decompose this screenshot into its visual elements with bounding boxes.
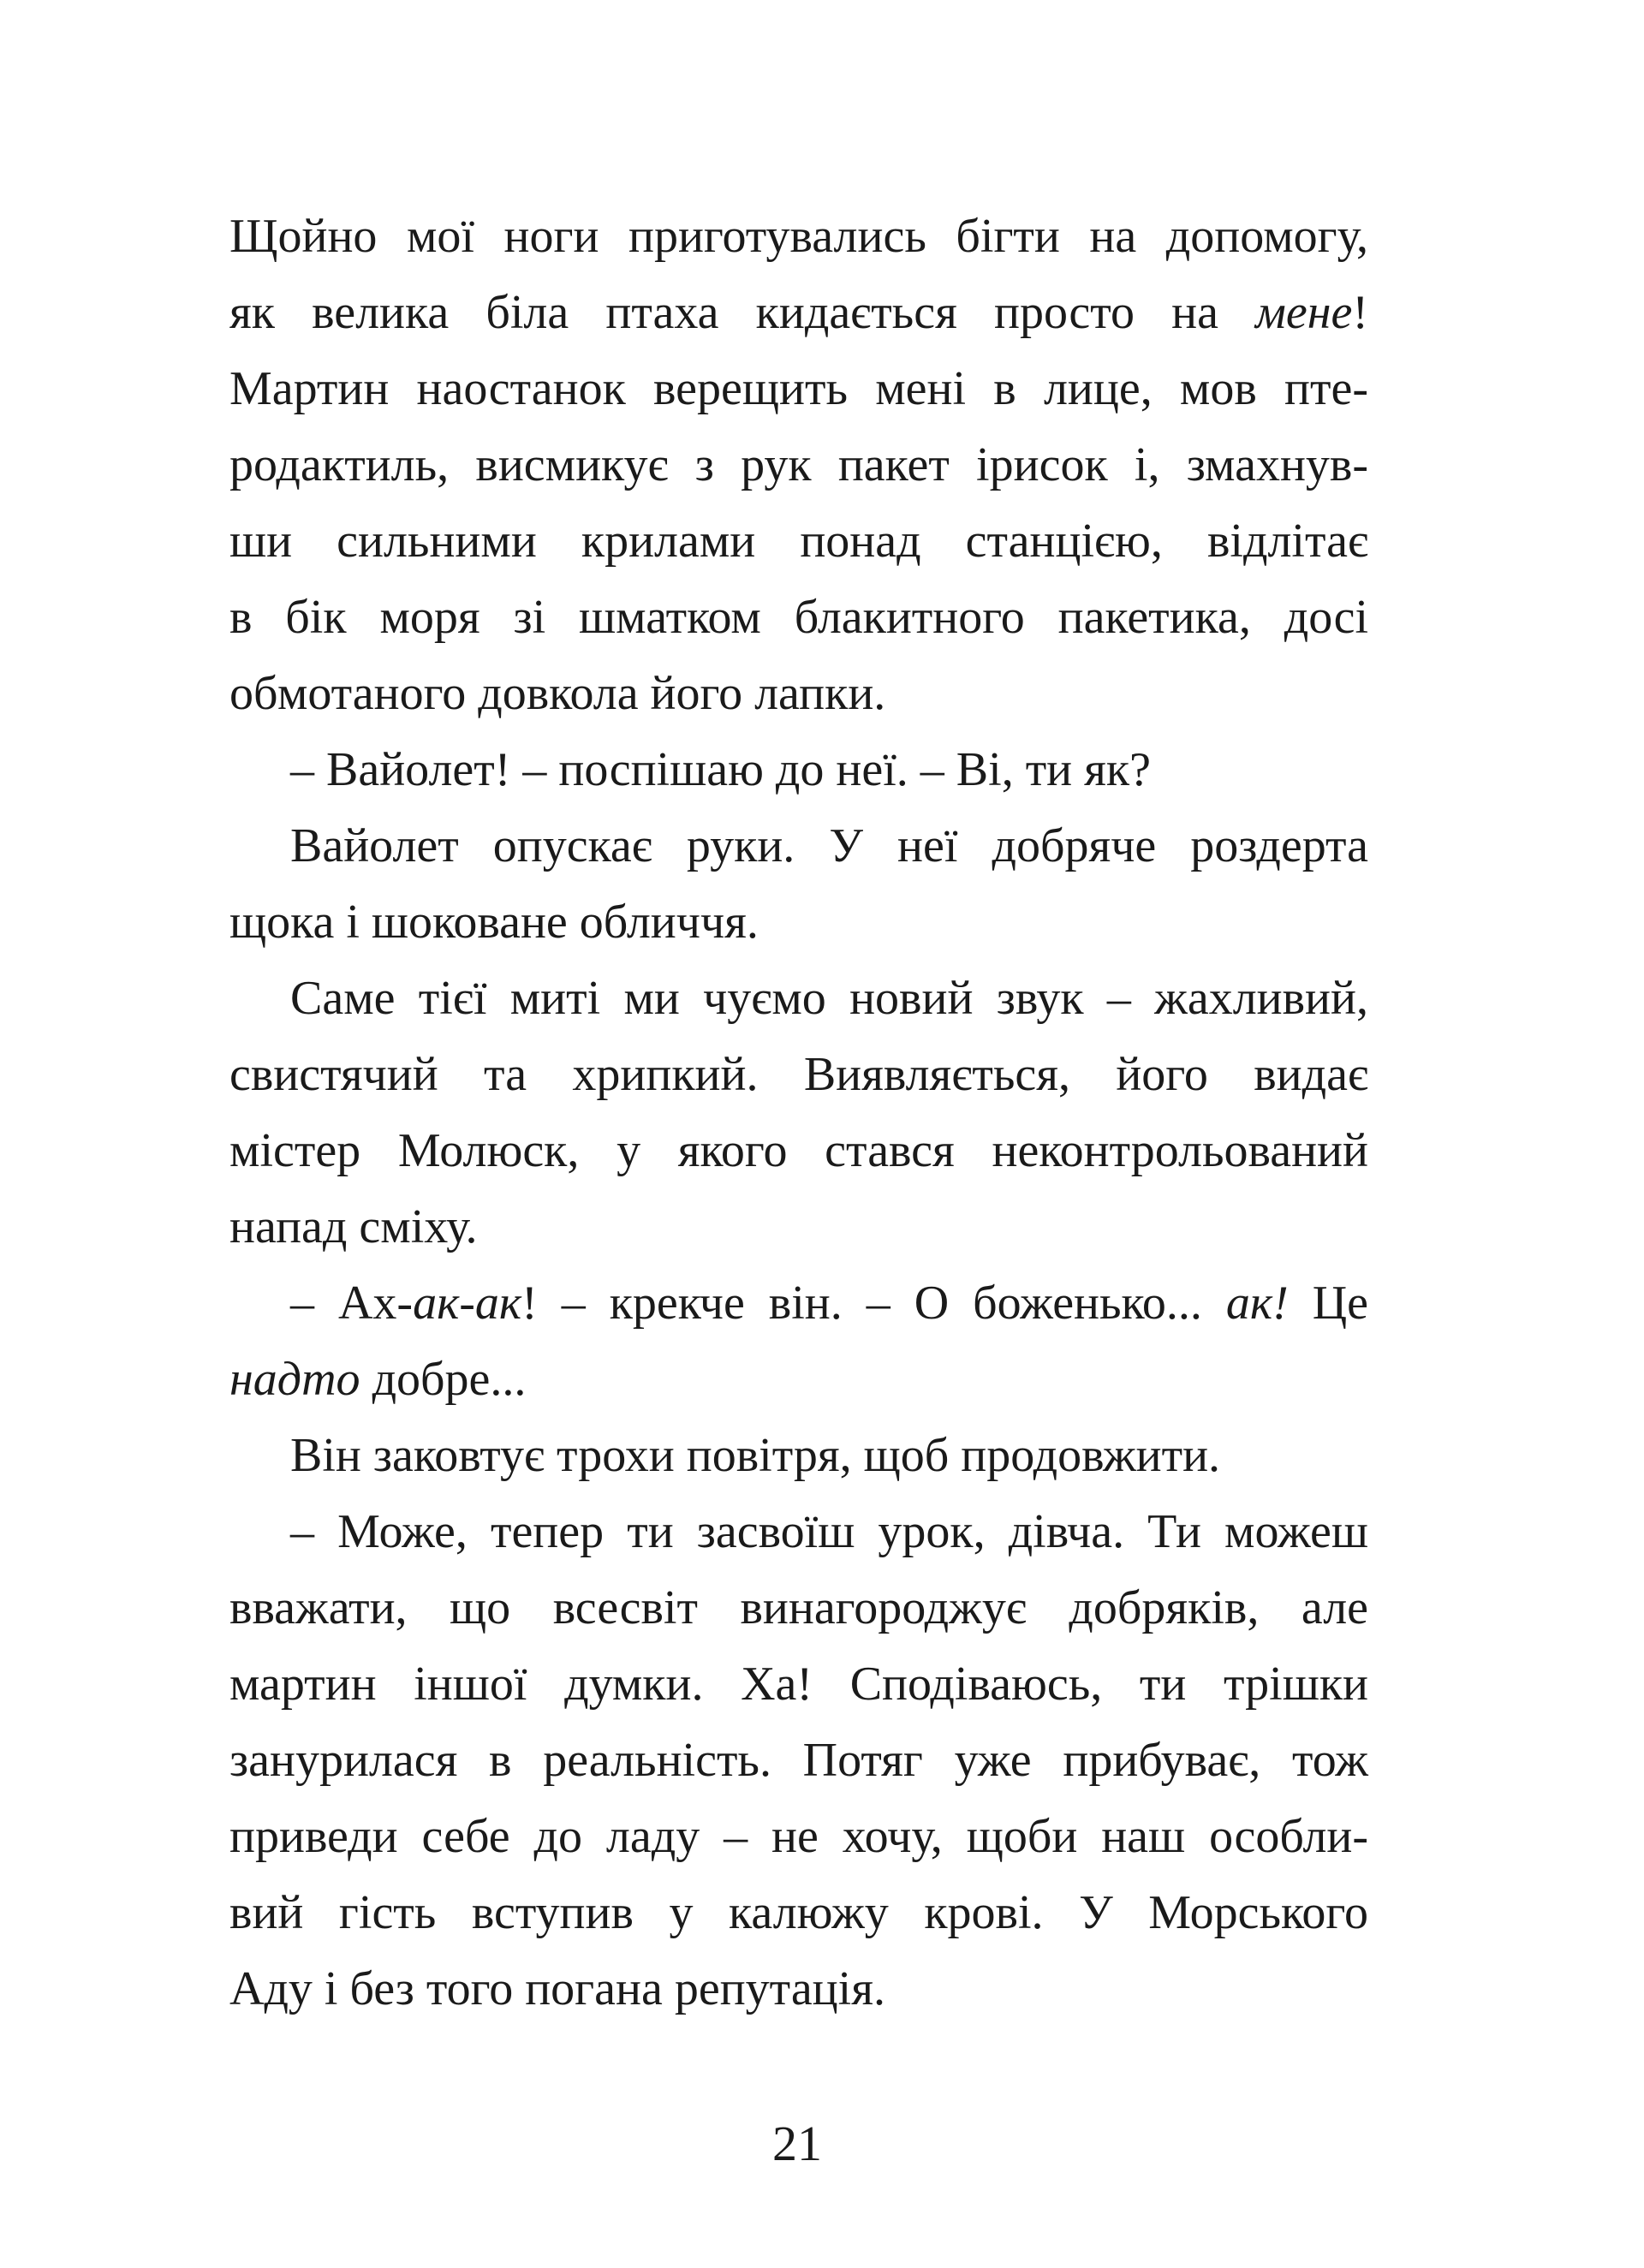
text-segment: ши сильними крилами понад станцією, відлітає <box>229 515 1368 568</box>
text-segment: Аду і без того погана репутація. <box>229 1962 885 2015</box>
text-segment: приведи себе до ладу – не хочу, щоби наш особли- <box>229 1810 1368 1863</box>
text-line <box>229 1189 1368 1265</box>
text-line <box>229 1113 1368 1189</box>
text-segment: в бік моря зі шматком блакитного пакетика, досі <box>229 591 1368 644</box>
text-segment: обмотаного довкола його лапки. <box>229 667 886 720</box>
page-number: 21 <box>772 2116 822 2171</box>
text-segment: добре... <box>360 1353 527 1406</box>
text-line <box>229 1265 1368 1342</box>
text-line <box>229 427 1368 503</box>
text-segment: вий гість вступив у калюжу крові. У Морського <box>229 1886 1368 1939</box>
text-segment: Це <box>1288 1277 1369 1330</box>
text-line <box>229 1799 1368 1875</box>
text-line <box>229 1951 1368 2027</box>
text-segment: Щойно мої ноги приготувались бігти на допомогу, <box>229 210 1368 263</box>
text-segment: вважати, що всесвіт винагороджує добряків, але <box>229 1581 1368 1634</box>
text-line <box>229 1723 1368 1799</box>
text-line <box>229 503 1368 580</box>
text-segment: – Вайолет! – поспішаю до неї. – Ві, ти як? <box>290 743 1151 796</box>
text-line <box>229 199 1368 275</box>
text-segment: Мартин наостанок верещить мені в лице, мов пте- <box>229 362 1368 415</box>
text-segment: свистячий та хрипкий. Виявляється, його видає <box>229 1048 1368 1101</box>
text-segment: напад сміху. <box>229 1200 478 1253</box>
text-line <box>229 1875 1368 1951</box>
text-line <box>229 1418 1368 1494</box>
text-line <box>229 1570 1368 1646</box>
text-line <box>229 884 1368 961</box>
text-line <box>229 351 1368 427</box>
text-line <box>229 275 1368 351</box>
text-line <box>229 961 1368 1037</box>
text-segment: Вайолет опускає руки. У неї добряче роздерта <box>290 819 1368 872</box>
italic-text: мене <box>1255 286 1353 339</box>
text-segment: родактиль, висмикує з рук пакет ірисок і, змахнув- <box>229 438 1368 491</box>
text-line <box>229 808 1368 884</box>
text-segment: – Може, тепер ти засвоїш урок, дівча. Ти можеш <box>290 1505 1368 1558</box>
body-text <box>229 199 1368 2027</box>
text-segment: Саме тієї миті ми чуємо новий звук – жахливий, <box>290 972 1368 1025</box>
text-segment: містер Молюск, у якого стався неконтрольований <box>229 1124 1368 1177</box>
text-line <box>229 1646 1368 1723</box>
text-segment: щока і шоковане обличчя. <box>229 896 759 949</box>
text-line <box>229 1037 1368 1113</box>
text-segment: – Ах- <box>290 1277 414 1330</box>
text-segment: ! – крекче він. – О боженько... <box>521 1277 1226 1330</box>
text-line <box>229 580 1368 656</box>
text-line <box>229 732 1368 808</box>
italic-text: ак-ак <box>413 1277 522 1330</box>
italic-text: ак! <box>1225 1277 1289 1330</box>
text-segment: занурилася в реальність. Потяг уже прибуває, тож <box>229 1734 1368 1787</box>
text-line <box>229 1494 1368 1570</box>
italic-text: надто <box>229 1353 360 1406</box>
text-line <box>229 656 1368 732</box>
text-segment: Він заковтує трохи повітря, щоб продовжити. <box>290 1429 1221 1482</box>
text-segment: ! <box>1352 286 1368 339</box>
text-line <box>229 1342 1368 1418</box>
text-segment: як велика біла птаха кидається просто на <box>229 286 1256 339</box>
text-segment: мартин іншої думки. Ха! Сподіваюсь, ти трішки <box>229 1658 1368 1711</box>
